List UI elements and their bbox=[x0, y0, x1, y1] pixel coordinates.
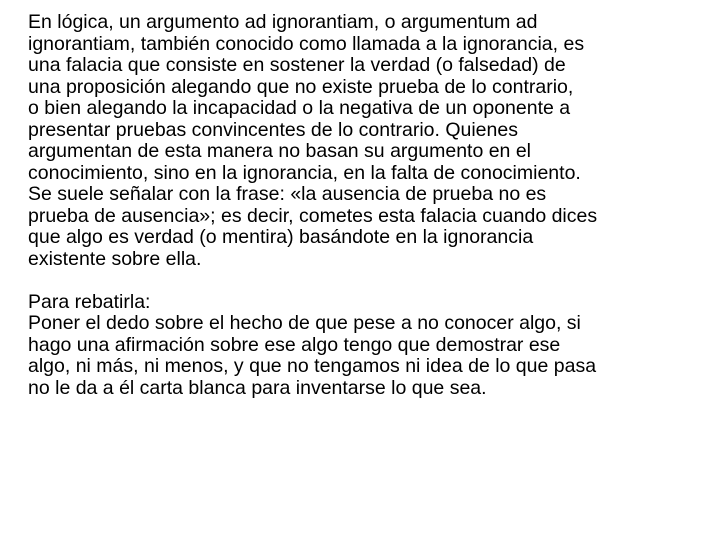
text-line: no le da a él carta blanca para inventarse lo que sea. bbox=[28, 376, 487, 399]
text-line: Poner el dedo sobre el hecho de que pese a no conocer algo, si bbox=[28, 312, 581, 334]
text-line: conocimiento, sino en la ignorancia, en la falta de conocimiento. bbox=[28, 161, 581, 184]
paragraph-definition bbox=[28, 12, 692, 270]
text-line: prueba de ausencia»; es decir, cometes esta falacia cuando dices bbox=[28, 204, 598, 227]
text-line: o bien alegando la incapacidad o la negativa de un oponente a bbox=[28, 97, 571, 119]
text-line: En lógica, un argumento ad ignorantiam, o argumentum ad bbox=[28, 11, 538, 33]
text-line: que algo es verdad (o mentira) basándote en la ignorancia bbox=[28, 226, 534, 248]
text-line: Se suele señalar con la frase: «la ausencia de prueba no es bbox=[28, 183, 547, 205]
paragraph-rebuttal bbox=[28, 292, 692, 400]
text-line: una proposición alegando que no existe prueba de lo contrario, bbox=[28, 75, 574, 98]
text-line: ignorantiam, también conocido como llamada a la ignorancia, es bbox=[28, 32, 585, 55]
text-block bbox=[28, 12, 692, 399]
text-line: hago una afirmación sobre ese algo tengo que demostrar ese bbox=[28, 333, 561, 356]
text-line: existente sobre ella. bbox=[28, 247, 202, 270]
text-line: algo, ni más, ni menos, y que no tengamos ni idea de lo que pasa bbox=[28, 355, 597, 377]
text-line: argumentan de esta manera no basan su argumento en el bbox=[28, 140, 532, 162]
text-line: presentar pruebas convincentes de lo contrario. Quienes bbox=[28, 118, 518, 141]
rebuttal-heading: Para rebatirla: bbox=[28, 290, 151, 313]
paragraph-spacer bbox=[28, 270, 692, 292]
text-line: una falacia que consiste en sostener la verdad (o falsedad) de bbox=[28, 54, 566, 76]
